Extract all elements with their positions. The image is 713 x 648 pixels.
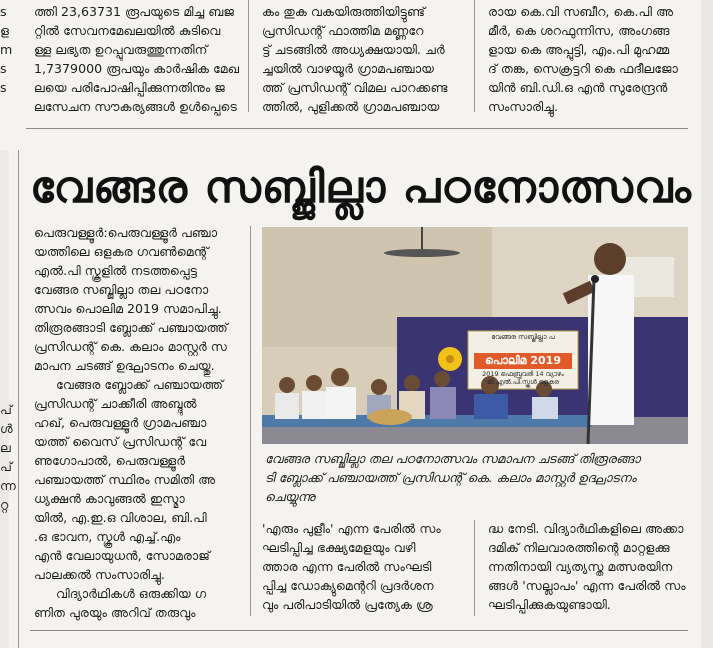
text-line: കം തുക വകയിരുത്തിയിട്ടുണ്ട് bbox=[262, 4, 426, 19]
column-rule bbox=[248, 0, 249, 112]
text-line: വും പരിപാടിയിൽ പ്രത്യേക ശ്ര bbox=[262, 597, 433, 612]
banner-line-4: ജി.എൽ.പി.സ്കൂൾ ഒളകര bbox=[487, 378, 559, 386]
text-line: മീർ, കെ ശറഫുന്നിസ, അംഗങ്ങ bbox=[488, 23, 670, 38]
text-line: പാലക്കൽ സംസാരിച്ചു. bbox=[34, 567, 165, 582]
text-line: ണിത പുരയും അറിവ് തരുവും bbox=[34, 605, 196, 620]
text-fragment: ന്ന bbox=[0, 478, 16, 493]
text-line: 'എരും പുളീം' എന്ന പേരിൽ സം bbox=[262, 521, 441, 536]
text-line: ലയെ പരിപോഷിപ്പിക്കുന്നതിനും ജ bbox=[34, 80, 225, 95]
text-line: മാപന ചടങ്ങ് ഉദ്ഘാടനം ചെയ്തു. bbox=[34, 358, 215, 373]
left-edge-fragments-top bbox=[0, 2, 13, 97]
text-line: ളായ കെ അപ്പുട്ടി, എം.പി മുഹമ്മ bbox=[488, 42, 670, 57]
banner-title: പൊലിമ 2019 bbox=[485, 354, 561, 367]
text-line: ച്ചയിൽ വാഴയൂർ ഗ്രാമപഞ്ചായ bbox=[262, 61, 434, 76]
text-fragment: s bbox=[0, 61, 7, 76]
text-line: പ്പിച്ച ഡോക്യുമെന്ററി പ്രദർശന bbox=[262, 578, 434, 593]
text-line: റ്റിൽ സേവനമേഖലയിൽ കുടിവെ bbox=[34, 23, 221, 38]
text-line: ദ്ധ നേടി. വിദ്യാർഥികളിലെ അക്കാ bbox=[488, 521, 684, 536]
text-line: ഘടിപ്പിക്കുകയുണ്ടായി. bbox=[488, 597, 611, 612]
text-fragment: m bbox=[0, 42, 13, 57]
text-line: ധ്യക്ഷൻ കാവുങ്ങൽ ഇസ്മാ bbox=[34, 491, 185, 506]
text-line: ത്തി 23,63731 രൂപയുടെ മിച്ച ബജ bbox=[34, 4, 234, 19]
text-fragment: പ് bbox=[0, 459, 12, 474]
article-headline: വേങ്ങര സബ്ജില്ലാ പഠനോത്സവം bbox=[30, 162, 692, 213]
text-fragment: പ് bbox=[0, 402, 12, 417]
section-divider bbox=[26, 128, 688, 129]
text-line: ത്ത് പ്രസിഡന്റ് വിമല പാറക്കണ്ട bbox=[262, 80, 448, 95]
text-line: ങ്ങൾ 'സല്ലാപം' എന്ന പേരിൽ സം bbox=[488, 578, 686, 593]
top-article-column-3 bbox=[488, 2, 688, 116]
text-line: ത്തിൽ, പുളിക്കൽ ഗ്രാമപഞ്ചായ bbox=[262, 99, 440, 114]
text-line: പെരുവള്ളൂർ:പെരുവള്ളൂർ പഞ്ചാ bbox=[34, 225, 218, 240]
text-line: എൻ വേലായുധൻ, സോമരാജ് bbox=[34, 548, 210, 563]
text-line: ണുഗോപാൽ, പെരുവള്ളൂർ bbox=[34, 453, 186, 468]
text-line: പ്രസിഡന്റ് ചാക്കീരി അബ്ദുൽ bbox=[34, 396, 197, 411]
bottom-divider bbox=[30, 630, 688, 631]
text-line: തിരൂരങ്ങാടി ബ്ലോക്ക് പഞ്ചായത്ത് bbox=[34, 320, 228, 335]
column-rule bbox=[474, 520, 475, 616]
text-line: യത്ത് വൈസ് പ്രസിഡന്റ് വേ bbox=[34, 434, 207, 449]
article-column-mid bbox=[262, 519, 464, 614]
top-article-column-1 bbox=[34, 2, 240, 116]
page-right-margin bbox=[701, 0, 713, 648]
text-line: ഘടിപ്പിച്ച ഭക്ഷ്യമേളയും വഴി bbox=[262, 540, 416, 555]
text-line: ലസേചന സൗകര്യങ്ങൾ ഉൾപ്പെടെ bbox=[34, 99, 237, 114]
adjacent-page-strip bbox=[0, 150, 16, 648]
text-fragment: s bbox=[0, 80, 7, 95]
text-line: പ്രസിഡന്റ് ഫാത്തിമ മണ്ണറേ bbox=[262, 23, 424, 38]
article-column-left bbox=[34, 223, 244, 622]
text-line: വേങ്ങര സബ്ജില്ലാ തല പഠനോ bbox=[34, 282, 209, 297]
text-fragment: ള bbox=[0, 23, 9, 38]
banner-line-3: 2019 ഫെബ്രുവരി 14 വ്യാഴം bbox=[482, 370, 564, 378]
caption-line: ടി ബ്ലോക്ക് പഞ്ചായത്ത് പ്രസിഡന്റ് കെ. കലാം മാസ്റ്റർ ഉദ്ഘാടനം bbox=[265, 470, 637, 485]
text-line: ട്ട് ചടങ്ങിൽ അധ്യക്ഷയായി. ചർ bbox=[262, 42, 445, 57]
text-line: ത്താര എന്ന പേരിൽ സംഘടി bbox=[262, 559, 432, 574]
text-line: 1,7379000 രൂപയും കാർഷിക മേഖ bbox=[34, 61, 240, 76]
text-line: ള്ള ലഭ്യത ഉറപ്പുവരുത്തുന്നതിന് bbox=[34, 42, 208, 57]
column-rule bbox=[250, 226, 251, 616]
text-fragment: റ്റ bbox=[0, 497, 9, 512]
article-column-right bbox=[488, 519, 690, 614]
banner-line-1: വേങ്ങര സബ്ജില്ലാ പ bbox=[491, 333, 555, 341]
caption-line: വേങ്ങര സബ്ജില്ലാ തല പഠനോത്സവം സമാപന ചടങ്ങ് തിരൂരങ്ങാ bbox=[265, 451, 641, 466]
text-line: വേങ്ങര ബ്ലോക്ക് പഞ്ചായത്ത് bbox=[56, 377, 224, 392]
text-line: പ്രസിഡന്റ് കെ. കലാം മാസ്റ്റർ സ bbox=[34, 339, 227, 354]
event-photo bbox=[262, 227, 688, 444]
text-line: ദമിക് നിലവാരത്തിന്റെ മാറ്റളക്കു bbox=[488, 540, 670, 555]
top-article-column-2 bbox=[262, 2, 462, 116]
text-line: ഹഖ്, പെരുവള്ളൂർ ഗ്രാമപഞ്ചാ bbox=[34, 415, 207, 430]
text-line: ന്നതിനായി വ്യത്യസ്ത മത്സരയിന bbox=[488, 559, 673, 574]
left-edge-fragments-bottom bbox=[0, 400, 16, 514]
text-line: യത്തിലെ ഒളകര ഗവൺമെന്റ് bbox=[34, 244, 209, 259]
text-line: പഞ്ചായത്ത് സ്ഥിരം സമിതി അ bbox=[34, 472, 216, 487]
text-line: എൽ.പി സ്കൂളിൽ നടത്തപ്പെട്ട bbox=[34, 263, 198, 278]
text-line: വിദ്യാർഥികൾ ഒരുക്കിയ ഗ bbox=[56, 586, 207, 601]
text-line: യിൽ, എ.ഇ.ഒ വിശാല, ബി.പി bbox=[34, 510, 207, 525]
text-line: രായ കെ.വി സബീറ, കെ.പി അ bbox=[488, 4, 674, 19]
text-line: സംസാരിച്ചു. bbox=[488, 99, 558, 114]
text-line: .ഒ ഭാവന, സ്കൂൾ എച്ച്.എം bbox=[34, 529, 181, 544]
text-line: യിൻ ബി.ഡി.ഒ എൻ സുരേന്ദ്രൻ bbox=[488, 80, 668, 95]
photo-caption bbox=[265, 449, 687, 506]
text-line: ത്സവം പൊലിമ 2019 സമാപിച്ചു. bbox=[34, 301, 222, 316]
caption-line: ചെയ്യുന്നു bbox=[265, 489, 315, 504]
text-fragment: s bbox=[0, 4, 7, 19]
text-fragment: ൾ bbox=[0, 421, 13, 436]
text-fragment: ല bbox=[0, 440, 11, 455]
text-line: ദ് തങ്ക, സെക്രട്ടറി കെ ഫദീലജോ bbox=[488, 61, 678, 76]
page-edge-rule bbox=[18, 150, 19, 648]
column-rule bbox=[474, 0, 475, 112]
